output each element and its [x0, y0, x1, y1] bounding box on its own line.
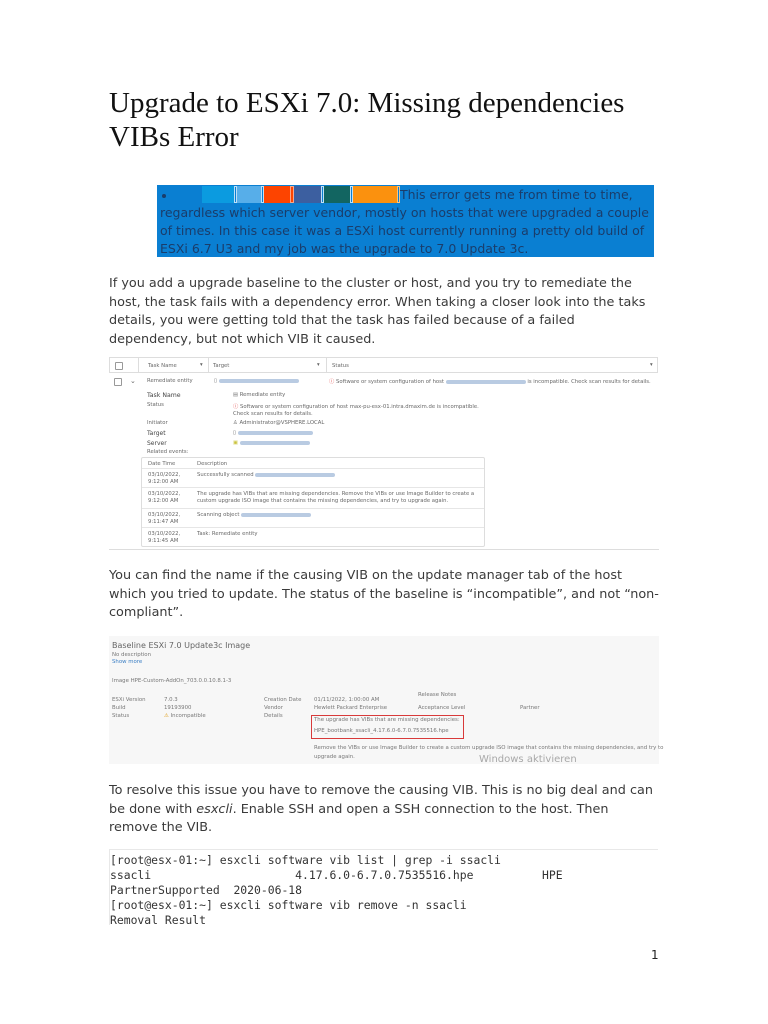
filter-icon: ▾ [650, 362, 653, 368]
related-events-table: Date Time Description 03/10/2022, 9:12:00 AM Successfully scanned 03/10/2022, 9:12:00 AM The upgrade has VIBs that are missing dependencies. Remove the VIBs or use Image Builder to create a custom upgrade ISO image that contains the missing dependencies, and try to upgrade again. 03/10/2022, 9:11:47 AM Scanning object 03/10/2022, 9:11:45 AM Task: Remediate entity [141, 457, 485, 547]
detail-target: ▯ [233, 430, 313, 436]
code-line: [root@esx-01:~] esxcli software vib remove -n ssacli [110, 898, 467, 912]
baseline-screenshot: Baseline ESXi 7.0 Update3c Image No description Show more Image HPE-Custom-AddOn_703.0.0.10.8.1-3 ESXi Version 7.0.3 Build 19193900 Status ⚠ Incompatible Creation Date 01/11/2022, 1:00:00 AM Vendor Hewlett Packard Enterprise Details Release Notes Acceptance Level Partner The upgrade has VIBs that are missing dependencies: HPE_bootbank_ssacli_4.17.6.0-6.7.0.7535516.hpe Remove the VIBs or use Image Builder to create a custom upgrade ISO image that contains the missing dependencies, and try to upgrade again. Windows aktivieren [109, 636, 659, 764]
detail-server: ▣ [233, 440, 310, 446]
baseline-title: Baseline ESXi 7.0 Update3c Image [112, 641, 251, 650]
page-number: 1 [651, 948, 659, 962]
expand-chevron-icon: ⌄ [130, 377, 136, 385]
column-status: Status [332, 363, 349, 369]
code-line: ssacli 4.17.6.0-6.7.0.7535516.hpe HPE [110, 868, 563, 882]
detail-task-name: ▤ Remediate entity [233, 392, 286, 398]
column-target: Target [213, 363, 230, 369]
event-row: 03/10/2022, 9:12:00 AM The upgrade has VIBs that are missing dependencies. Remove the VIBs or use Image Builder to create a custom upgrade ISO image that contains the missing dependencies, and try to upgrade again. [142, 487, 484, 508]
event-row: 03/10/2022, 9:12:00 AM Successfully scanned [142, 468, 484, 487]
code-line: [root@esx-01:~] esxcli software vib list | grep -i ssacli [110, 853, 501, 867]
code-line: PartnerSupported 2020-06-18 [110, 883, 303, 897]
paragraph-intro: If you add a upgrade baseline to the cluster or host, and you try to remediate the host, the task fails with a dependency error. When taking a closer look into the taks details, you were getting told that the task has failed because of a failed dependency, but not which VIB it caused. [109, 276, 646, 347]
missing-vib-name: HPE_bootbank_ssacli_4.17.6.0-6.7.0.7535516.hpe [314, 728, 449, 734]
filter-icon: ▾ [317, 362, 320, 368]
task-table-header [109, 357, 658, 373]
windows-activation-watermark: Windows aktivieren [479, 754, 577, 765]
callout-box [157, 185, 654, 257]
status-incompatible: ⚠ Incompatible [164, 713, 206, 719]
error-icon: ⓘ [329, 379, 335, 385]
document-title: Upgrade to ESXi 7.0: Missing dependencies VIBs Error [109, 87, 625, 153]
task-name-cell: Remediate entity [147, 378, 193, 384]
event-row: 03/10/2022, 9:11:45 AM Task: Remediate entity [142, 527, 484, 546]
callout-text: This error gets me from time to time, regardless which server vendor, mostly on hosts that were upgraded a couple of times. In this case it was a ESXi host currently running a pretty old build of ESXi 6.7 U3 and my job was the upgrade to 7.0 Update 3c. [160, 187, 649, 256]
show-more-link: Show more [112, 659, 143, 665]
row-checkbox [114, 378, 122, 386]
task-details-screenshot: Task Name ▾ Target ▾ Status ▾ ⌄ Remediate entity ▯ ⓘ Software or system configuration of host is incompatible. Check scan results for details. Task Name Status Initiator Target Server Related events: ▤ Remediate entity ⓘ Software or system configuration of host max-pu-esx-01.intra.dmaxim.de is incompatible. Check scan results for details. ♙ Administrator@VSPHERE.LOCAL ▯ ▣ Date Time Description 03/10/2022, 9:12:00 AM Successfully scanned 03/10/2022, 9:12:00 AM The upgrade has VIBs that are missing dependencies. Remove the VIBs or use Image Builder to create a custom upgrade ISO image that contains the missing dependencies, and try to upgrade again. 03/10/2022, 9:11:47 AM Scanning object 03/10/2022, 9:11:45 AM Task: Remediate entity [109, 357, 659, 550]
code-line: Removal Result [110, 913, 207, 927]
filter-icon: ▾ [200, 362, 203, 368]
code-block [109, 849, 658, 925]
detail-initiator: ♙ Administrator@VSPHERE.LOCAL [233, 420, 325, 426]
warning-icon: ⚠ [164, 713, 169, 719]
paragraph-update-manager: You can find the name if the causing VIB on the update manager tab of the host which you tried to update. The status of the baseline is “incompatible”, and not “non-compliant”. [109, 568, 659, 620]
color-swatch-strip [202, 186, 400, 204]
select-all-checkbox [115, 362, 123, 370]
paragraph-resolution: To resolve this issue you have to remove the causing VIB. This is no big deal and can be done with esxcli. Enable SSH and open a SSH connection to the host. Then remove the VIB. [109, 783, 653, 835]
bullet-icon [162, 194, 166, 198]
status-cell: ⓘ Software or system configuration of host is incompatible. Check scan results for details. [329, 379, 651, 385]
detail-status: ⓘ Software or system configuration of host max-pu-esx-01.intra.dmaxim.de is incompatible. [233, 404, 479, 410]
target-cell: ▯ [214, 378, 299, 384]
event-row: 03/10/2022, 9:11:47 AM Scanning object [142, 508, 484, 527]
column-task-name: Task Name [148, 363, 177, 369]
